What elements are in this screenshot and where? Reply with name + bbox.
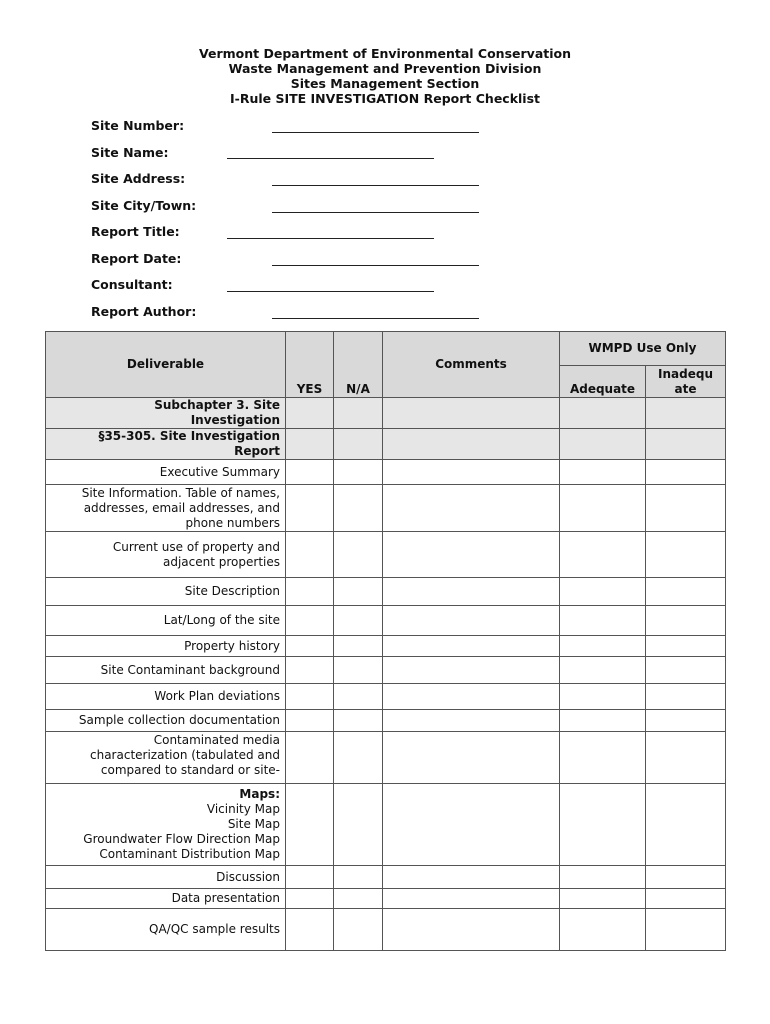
comments-cell[interactable]: [383, 889, 560, 909]
site-city-label: Site City/Town:: [91, 198, 197, 213]
section-subchapter-cell: [46, 398, 286, 429]
site-information-line3: phone numbers: [185, 515, 280, 530]
yes-cell[interactable]: [286, 732, 334, 784]
table-row: [46, 784, 726, 866]
na-cell[interactable]: [334, 485, 383, 532]
na-cell[interactable]: [334, 636, 383, 657]
na-cell[interactable]: [334, 710, 383, 732]
na-cell[interactable]: [334, 429, 383, 460]
site-information-line1: Site Information. Table of names,: [81, 485, 280, 500]
header-title: I-Rule SITE INVESTIGATION Report Checklist: [229, 91, 541, 106]
report-date-label: Report Date:: [91, 251, 182, 266]
inadequate-cell[interactable]: [646, 657, 726, 684]
comments-cell[interactable]: [383, 732, 560, 784]
inadequate-cell[interactable]: [646, 606, 726, 636]
table-row: [46, 636, 726, 657]
inadequate-cell[interactable]: [646, 532, 726, 578]
adequate-cell[interactable]: [560, 909, 646, 951]
na-cell[interactable]: [334, 578, 383, 606]
adequate-cell[interactable]: [560, 606, 646, 636]
section-row-subchapter: [46, 398, 726, 429]
adequate-header: Adequate: [560, 366, 646, 398]
yes-cell[interactable]: [286, 398, 334, 429]
work-plan-deviations-item: Work Plan deviations: [46, 684, 286, 710]
site-address-line[interactable]: [272, 185, 479, 186]
yes-cell[interactable]: [286, 909, 334, 951]
contaminated-media-item: [46, 732, 286, 784]
report-author-line[interactable]: [272, 318, 479, 319]
inadequate-cell[interactable]: [646, 429, 726, 460]
comments-cell[interactable]: [383, 657, 560, 684]
na-cell[interactable]: [334, 657, 383, 684]
inadequate-cell[interactable]: [646, 732, 726, 784]
consultant-label: Consultant:: [91, 277, 173, 292]
discussion-item: Discussion: [46, 866, 286, 889]
contaminant-background-item: Site Contaminant background: [46, 657, 286, 684]
na-cell[interactable]: [334, 866, 383, 889]
yes-cell[interactable]: [286, 606, 334, 636]
adequate-cell[interactable]: [560, 657, 646, 684]
adequate-cell[interactable]: [560, 710, 646, 732]
yes-cell[interactable]: [286, 784, 334, 866]
vicinity-map-line: Vicinity Map: [206, 802, 280, 816]
table-row: [46, 485, 726, 532]
header-agency: Vermont Department of Environmental Conservation: [199, 46, 571, 61]
adequate-cell[interactable]: [560, 684, 646, 710]
yes-cell[interactable]: [286, 532, 334, 578]
site-information-line2: addresses, email addresses, and: [83, 500, 280, 515]
na-cell[interactable]: [334, 784, 383, 866]
comments-cell[interactable]: [383, 460, 560, 485]
report-date-line[interactable]: [272, 265, 479, 266]
contaminated-media-line1: Contaminated media: [153, 733, 280, 747]
qaqc-item: QA/QC sample results: [46, 909, 286, 951]
comments-cell[interactable]: [383, 398, 560, 429]
adequate-cell[interactable]: [560, 460, 646, 485]
yes-header: YES: [286, 332, 334, 398]
na-header: N/A: [334, 332, 383, 398]
section-report-line1: §35-305. Site Investigation: [98, 429, 280, 443]
site-information-item: [46, 485, 286, 532]
table-row: [46, 710, 726, 732]
inadequate-cell[interactable]: [646, 889, 726, 909]
inadequate-header-line1: Inadequ: [658, 366, 713, 381]
maps-item: [46, 784, 286, 866]
yes-cell[interactable]: [286, 710, 334, 732]
report-title-label: Report Title:: [91, 224, 180, 239]
checklist-table: [45, 331, 726, 951]
na-cell[interactable]: [334, 398, 383, 429]
section-row-report: [46, 429, 726, 460]
report-title-line[interactable]: [227, 238, 434, 239]
na-cell[interactable]: [334, 532, 383, 578]
adequate-cell[interactable]: [560, 485, 646, 532]
header-section: Sites Management Section: [290, 76, 480, 91]
site-number-line[interactable]: [272, 132, 479, 133]
section-subchapter-line2: Investigation: [190, 413, 280, 427]
data-presentation-item: Data presentation: [46, 889, 286, 909]
site-number-label: Site Number:: [91, 118, 185, 133]
site-description-item: Site Description: [46, 578, 286, 606]
consultant-line[interactable]: [227, 291, 434, 292]
adequate-cell[interactable]: [560, 532, 646, 578]
table-row: [46, 889, 726, 909]
table-row: [46, 684, 726, 710]
comments-cell[interactable]: [383, 429, 560, 460]
site-map-line: Site Map: [227, 817, 280, 831]
table-row: [46, 657, 726, 684]
comments-cell[interactable]: [383, 606, 560, 636]
maps-title: Maps:: [239, 787, 280, 801]
yes-cell[interactable]: [286, 636, 334, 657]
yes-cell[interactable]: [286, 429, 334, 460]
current-use-line1: Current use of property and: [112, 539, 280, 554]
yes-cell[interactable]: [286, 460, 334, 485]
document-header: [0, 46, 770, 106]
yes-cell[interactable]: [286, 889, 334, 909]
na-cell[interactable]: [334, 732, 383, 784]
executive-summary-item: Executive Summary: [46, 460, 286, 485]
yes-cell[interactable]: [286, 578, 334, 606]
comments-cell[interactable]: [383, 636, 560, 657]
adequate-cell[interactable]: [560, 636, 646, 657]
table-row: [46, 866, 726, 889]
adequate-cell[interactable]: [560, 866, 646, 889]
na-cell[interactable]: [334, 460, 383, 485]
adequate-cell[interactable]: [560, 889, 646, 909]
adequate-cell[interactable]: [560, 578, 646, 606]
report-author-label: Report Author:: [91, 304, 197, 319]
header-division: Waste Management and Prevention Division: [228, 61, 542, 76]
table-row: [46, 460, 726, 485]
na-cell[interactable]: [334, 909, 383, 951]
inadequate-cell[interactable]: [646, 398, 726, 429]
na-cell[interactable]: [334, 889, 383, 909]
comments-header: Comments: [383, 332, 560, 398]
comments-cell[interactable]: [383, 784, 560, 866]
comments-cell[interactable]: [383, 684, 560, 710]
contaminated-media-text: [51, 733, 280, 778]
inadequate-cell[interactable]: [646, 909, 726, 951]
section-report-line2: Report: [234, 444, 280, 458]
site-city-line[interactable]: [272, 212, 479, 213]
deliverable-header: Deliverable: [46, 332, 286, 398]
inadequate-header-line2: ate: [674, 381, 697, 396]
inadequate-cell[interactable]: [646, 485, 726, 532]
inadequate-cell[interactable]: [646, 636, 726, 657]
comments-cell[interactable]: [383, 866, 560, 889]
table-row: [46, 578, 726, 606]
yes-cell[interactable]: [286, 657, 334, 684]
yes-cell[interactable]: [286, 485, 334, 532]
inadequate-cell[interactable]: [646, 866, 726, 889]
contaminated-media-line3: compared to standard or site-: [100, 763, 280, 777]
groundwater-map-line: Groundwater Flow Direction Map: [83, 832, 280, 846]
wmpd-use-header: WMPD Use Only: [560, 332, 726, 366]
comments-cell[interactable]: [383, 532, 560, 578]
yes-cell[interactable]: [286, 684, 334, 710]
section-report-cell: [46, 429, 286, 460]
inadequate-cell[interactable]: [646, 460, 726, 485]
section-subchapter-line1: Subchapter 3. Site: [154, 398, 280, 412]
site-name-label: Site Name:: [91, 145, 169, 160]
adequate-cell[interactable]: [560, 784, 646, 866]
contaminated-media-line2: characterization (tabulated and: [90, 748, 280, 762]
inadequate-cell[interactable]: [646, 710, 726, 732]
comments-cell[interactable]: [383, 485, 560, 532]
lat-long-item: Lat/Long of the site: [46, 606, 286, 636]
table-row: [46, 606, 726, 636]
site-name-line[interactable]: [227, 158, 434, 159]
comments-cell[interactable]: [383, 710, 560, 732]
site-address-label: Site Address:: [91, 171, 186, 186]
na-cell[interactable]: [334, 606, 383, 636]
current-use-line2: adjacent properties: [163, 554, 280, 569]
comments-cell[interactable]: [383, 909, 560, 951]
table-row: [46, 732, 726, 784]
table-row: [46, 909, 726, 951]
adequate-cell[interactable]: [560, 429, 646, 460]
table-row: [46, 532, 726, 578]
adequate-cell[interactable]: [560, 732, 646, 784]
inadequate-cell[interactable]: [646, 684, 726, 710]
table-header-row: [46, 332, 726, 366]
inadequate-cell[interactable]: [646, 578, 726, 606]
property-history-item: Property history: [46, 636, 286, 657]
current-use-item: [46, 532, 286, 578]
inadequate-header: [646, 366, 726, 398]
contaminant-map-line: Contaminant Distribution Map: [99, 847, 280, 861]
inadequate-cell[interactable]: [646, 784, 726, 866]
adequate-cell[interactable]: [560, 398, 646, 429]
sample-collection-item: Sample collection documentation: [46, 710, 286, 732]
na-cell[interactable]: [334, 684, 383, 710]
comments-cell[interactable]: [383, 578, 560, 606]
yes-cell[interactable]: [286, 866, 334, 889]
